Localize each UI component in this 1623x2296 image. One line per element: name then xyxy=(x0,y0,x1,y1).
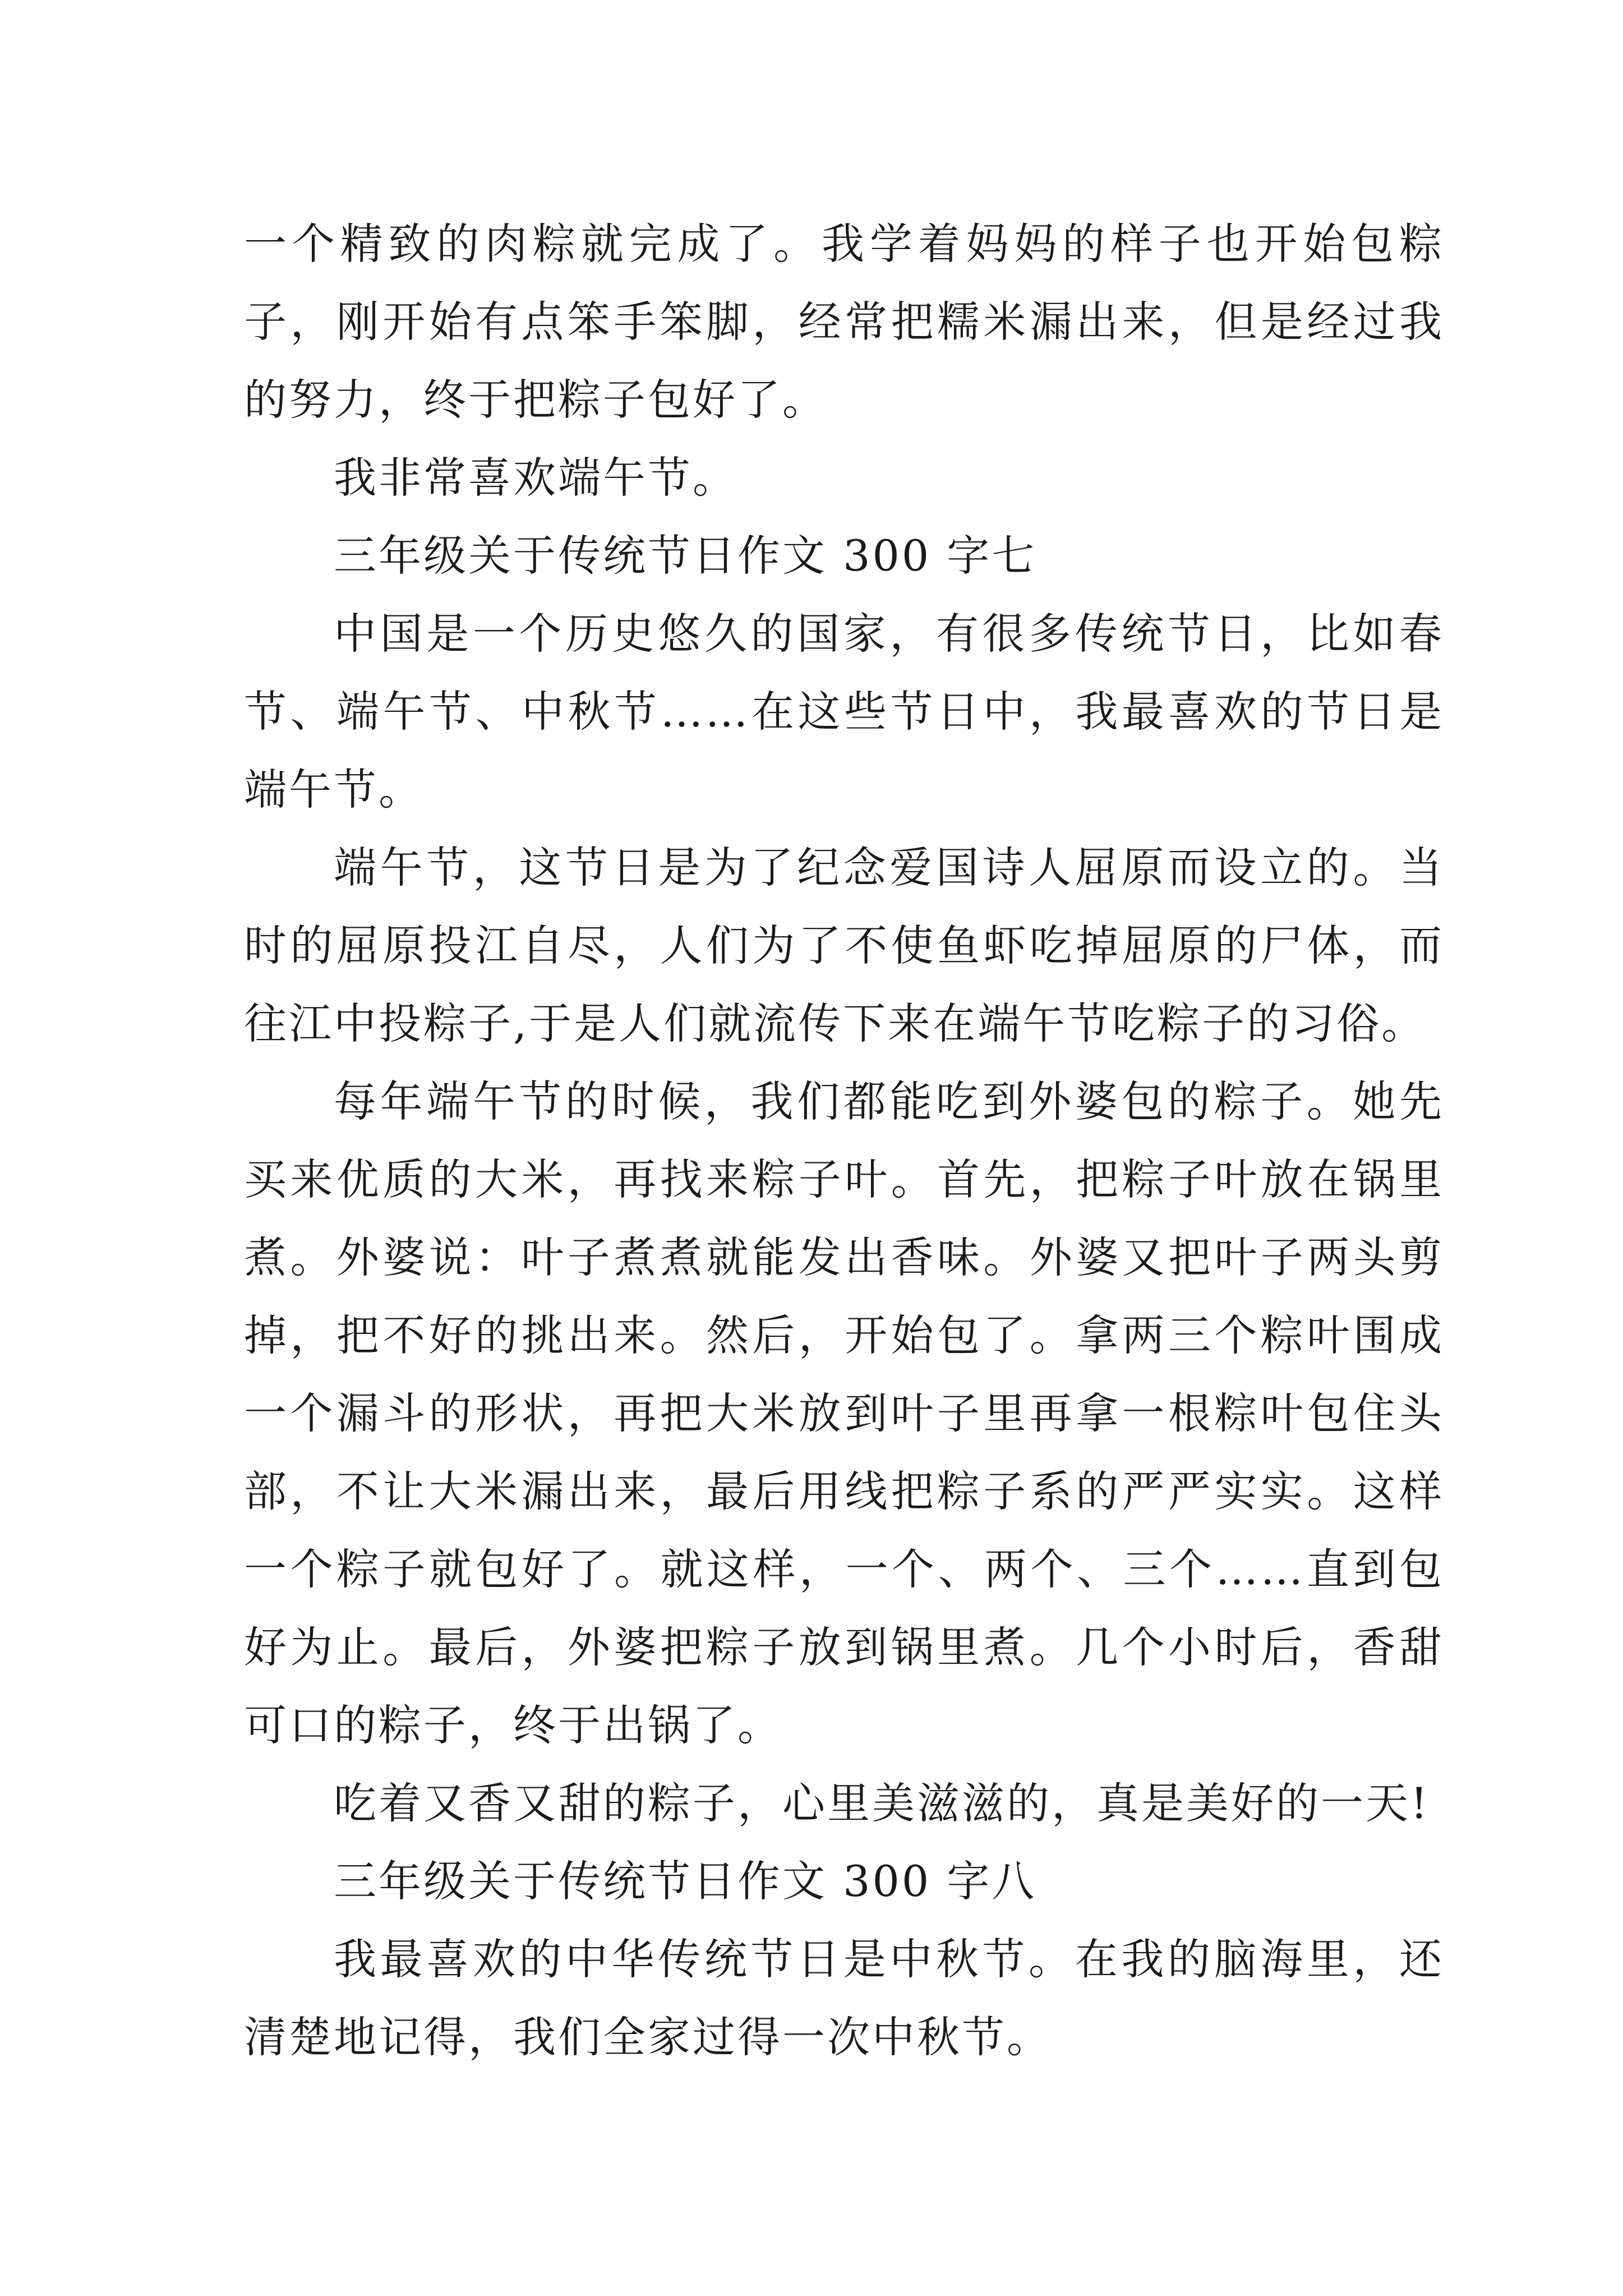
section-heading: 三年级关于传统节日作文 300 字八 xyxy=(334,1856,1037,1906)
paragraph: 吃着又香又甜的粽子，心里美滋滋的，真是美好的一天! xyxy=(334,1778,1430,1828)
paragraph: 中国是一个历史悠久的国家，有很多传统节日，比如春节、端午节、中秋节……在这些节日中，我最喜欢的节日是端午节。 xyxy=(244,609,1444,815)
paragraph: 我最喜欢的中华传统节日是中秋节。在我的脑海里，还清楚地记得，我们全家过得一次中秋节。 xyxy=(244,1934,1444,2062)
document-body xyxy=(244,205,1444,2076)
paragraph: 我非常喜欢端午节。 xyxy=(334,453,737,503)
paragraph: 端午节，这节日是为了纪念爱国诗人屈原而设立的。当时的屈原投江自尽，人们为了不使鱼虾吃掉屈原的尸体，而往江中投粽子,于是人们就流传下来在端午节吃粽子的习俗。 xyxy=(244,843,1444,1048)
section-heading: 三年级关于传统节日作文 300 字七 xyxy=(334,531,1037,581)
paragraph-continuation: 一个精致的肉粽就完成了。我学着妈妈的样子也开始包粽子，刚开始有点笨手笨脚，经常把糯米漏出来，但是经过我的努力，终于把粽子包好了。 xyxy=(244,219,1444,425)
paragraph: 每年端午节的时候，我们都能吃到外婆包的粽子。她先买来优质的大米，再找来粽子叶。首先，把粽子叶放在锅里煮。外婆说：叶子煮煮就能发出香味。外婆又把叶子两头剪掉，把不好的挑出来。然后，开始包了。拿两三个粽叶围成一个漏斗的形状，再把大米放到叶子里再拿一根粽叶包住头部，不让大米漏出来，最后用线把粽子系的严严实实。这样一个粽子就包好了。就这样，一个、两个、三个……直到包好为止。最后，外婆把粽子放到锅里煮。几个小时后，香甜可口的粽子，终于出锅了。 xyxy=(244,1076,1444,1750)
